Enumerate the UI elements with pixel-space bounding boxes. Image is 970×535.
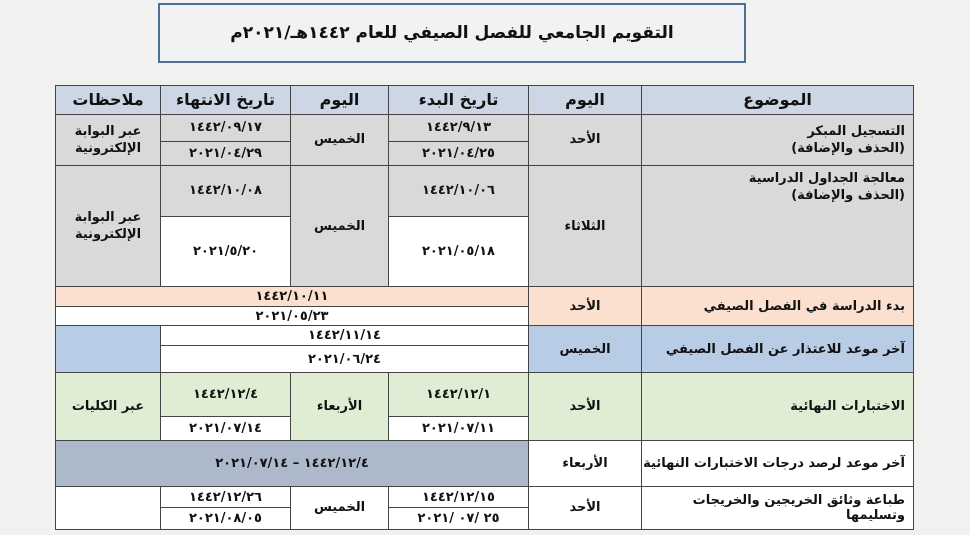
hijri-date-cell: ١٤٤٢/١١/١٤ bbox=[161, 326, 529, 345]
header-start-day: اليوم bbox=[529, 86, 642, 115]
notes-line: عبر البوابة bbox=[74, 210, 142, 226]
calendar-table bbox=[55, 85, 914, 530]
start-day-cell: الأحد bbox=[529, 114, 642, 165]
table-row bbox=[56, 486, 914, 507]
topic-line: (الحذف والإضافة) bbox=[791, 187, 905, 203]
start-hijri-cell: ١٤٤٢/١٢/١٥ bbox=[389, 486, 529, 507]
start-greg-cell: ٢٠٢١/٠٤/٢٥ bbox=[389, 142, 529, 166]
topic-cell: طباعة وثائق الخريجين والخريجات وتسليمها bbox=[642, 486, 914, 529]
notes-line: الإلكترونية bbox=[74, 140, 142, 156]
end-day-cell: الخميس bbox=[291, 114, 389, 165]
end-day-cell: الخميس bbox=[291, 165, 389, 287]
topic-line: التسجيل المبكر bbox=[807, 123, 905, 139]
day-cell: الأربعاء bbox=[529, 440, 642, 486]
title-box bbox=[158, 3, 746, 63]
notes-cell bbox=[56, 486, 161, 529]
end-greg-cell: ٢٠٢١/٠٤/٢٩ bbox=[161, 142, 291, 166]
notes-cell bbox=[56, 165, 161, 287]
table-row bbox=[56, 114, 914, 142]
notes-cell bbox=[56, 114, 161, 165]
end-day-cell: الأربعاء bbox=[291, 373, 389, 441]
topic-cell bbox=[642, 114, 914, 165]
notes-line: الإلكترونية bbox=[74, 227, 142, 243]
topic-cell: آخر موعد للاعتذار عن الفصل الصيفي bbox=[642, 326, 914, 373]
topic-cell: بدء الدراسة في الفصل الصيفي bbox=[642, 287, 914, 326]
start-hijri-cell: ١٤٤٢/٩/١٣ bbox=[389, 114, 529, 142]
start-day-cell: الثلاثاء bbox=[529, 165, 642, 287]
start-greg-cell: ٢٠٢١/٠٧/١١ bbox=[389, 417, 529, 441]
topic-cell: الاختبارات النهائية bbox=[642, 373, 914, 441]
hijri-date-cell: ١٤٤٢/١٠/١١ bbox=[56, 287, 529, 306]
table-row bbox=[56, 373, 914, 417]
start-greg-cell: ٢٥ /٠٧ /٢٠٢١ bbox=[389, 508, 529, 530]
end-greg-cell: ٢٠٢١/٥/٢٠ bbox=[161, 216, 291, 287]
topic-line: (الحذف والإضافة) bbox=[791, 140, 905, 156]
start-hijri-cell: ١٤٤٢/١٠/٠٦ bbox=[389, 165, 529, 216]
start-day-cell: الأحد bbox=[529, 373, 642, 441]
notes-cell: عبر الكليات bbox=[56, 373, 161, 441]
header-notes: ملاحظات bbox=[56, 86, 161, 115]
header-topic: الموضوع bbox=[642, 86, 914, 115]
end-hijri-cell: ١٤٤٢/٠٩/١٧ bbox=[161, 114, 291, 142]
end-day-cell: الخميس bbox=[291, 486, 389, 529]
day-cell: الخميس bbox=[529, 326, 642, 373]
page-title: التقويم الجامعي للفصل الصيفي للعام ١٤٤٢هـ/٢٠٢١م bbox=[230, 23, 674, 43]
topic-line: معالجة الجداول الدراسية bbox=[748, 170, 905, 186]
start-greg-cell: ٢٠٢١/٠٥/١٨ bbox=[389, 216, 529, 287]
notes-line: عبر البوابة bbox=[74, 123, 142, 139]
header-end-date: تاريخ الانتهاء bbox=[161, 86, 291, 115]
topic-cell bbox=[642, 165, 914, 287]
header-row bbox=[56, 86, 914, 115]
topic-cell: آخر موعد لرصد درجات الاختبارات النهائية bbox=[642, 440, 914, 486]
greg-date-cell: ٢٠٢١/٠٦/٢٤ bbox=[161, 345, 529, 373]
end-hijri-cell: ١٤٤٢/١٢/٢٦ bbox=[161, 486, 291, 507]
end-hijri-cell: ١٤٤٢/١٢/٤ bbox=[161, 373, 291, 417]
table-row bbox=[56, 326, 914, 345]
day-cell: الأحد bbox=[529, 287, 642, 326]
start-day-cell: الأحد bbox=[529, 486, 642, 529]
header-start-date: تاريخ البدء bbox=[389, 86, 529, 115]
end-greg-cell: ٢٠٢١/٠٧/١٤ bbox=[161, 417, 291, 441]
table-row bbox=[56, 440, 914, 486]
header-end-day: اليوم bbox=[291, 86, 389, 115]
empty-cell bbox=[56, 326, 161, 373]
greg-date-cell: ٢٠٢١/٠٥/٢٣ bbox=[56, 306, 529, 325]
table-row bbox=[56, 165, 914, 216]
date-range-cell: ١٤٤٢/١٢/٤ – ٢٠٢١/٠٧/١٤ bbox=[56, 440, 529, 486]
end-greg-cell: ٢٠٢١/٠٨/٠٥ bbox=[161, 508, 291, 530]
end-hijri-cell: ١٤٤٢/١٠/٠٨ bbox=[161, 165, 291, 216]
table-row bbox=[56, 287, 914, 306]
start-hijri-cell: ١٤٤٢/١٢/١ bbox=[389, 373, 529, 417]
